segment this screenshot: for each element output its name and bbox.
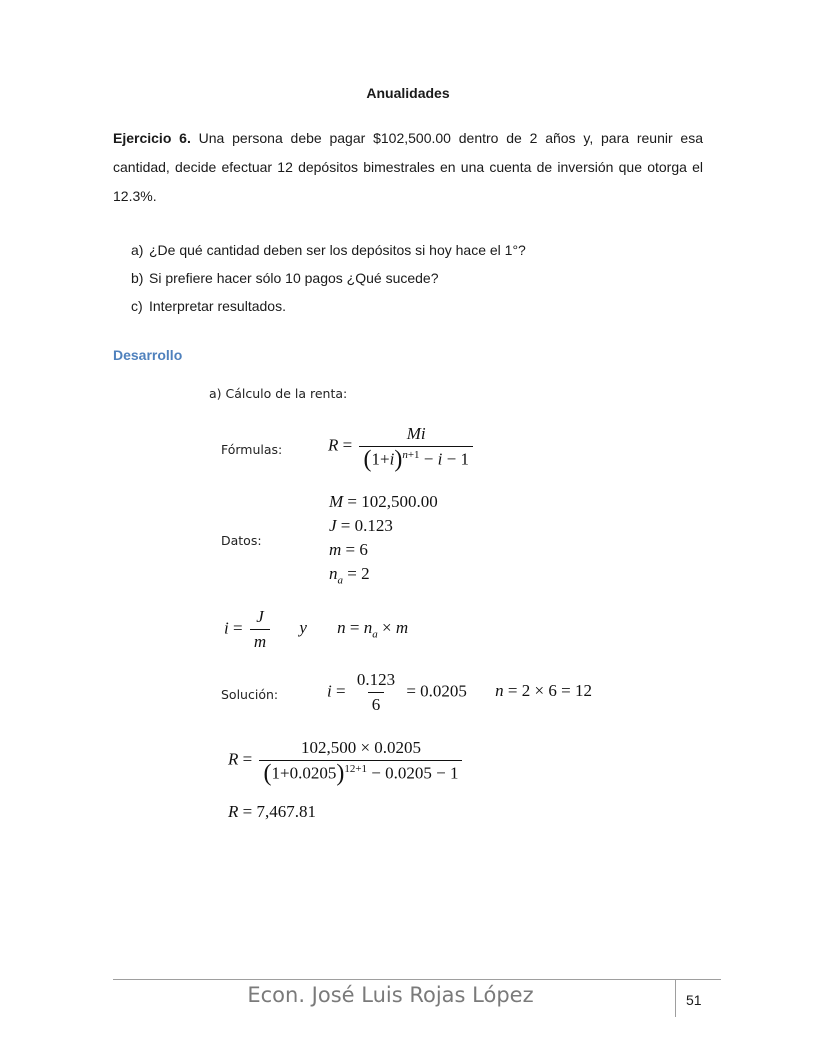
question-item (131, 236, 526, 264)
data-m: m = 6 (329, 540, 368, 559)
question-item (131, 292, 526, 320)
data-M-value: 102,500.00 (361, 492, 438, 511)
solution-subtitle: a) Cálculo de la renta: (209, 386, 348, 401)
i-definition: i = $\frac{J}{m}$ y $n = n_a \times m$ (224, 607, 409, 651)
exercise-paragraph (113, 124, 703, 211)
datos-label: Datos: (221, 533, 262, 548)
question-text: ¿De qué cantidad deben ser los depósitos si hoy hace el 1°? (149, 242, 526, 258)
exercise-label: Ejercicio 6. (113, 130, 191, 146)
data-m-value: 6 (359, 540, 368, 559)
footer-divider (113, 979, 721, 980)
i-calculation: i = $\frac{0.123}{6}$ = 0.0205 n = 2 × 6 = 12 (327, 670, 592, 714)
question-text: Interpretar resultados. (149, 298, 286, 314)
rent-result: R = 7,467.81 (228, 802, 316, 821)
data-M: M = 102,500.00 (329, 492, 438, 511)
rent-calculation: R = $\frac{102,500 \times 0.0205}{(1+0.0205)^{12+1} - 0.0205 - 1}$ (228, 738, 465, 784)
footer-author: Econ. José Luis Rojas López (247, 983, 534, 1007)
footer-vertical-divider (675, 979, 676, 1017)
n-value: 12 (574, 681, 592, 701)
exercise-text: Una persona debe pagar $102,500.00 dentro de 2 años y, para reunir esa cantidad, decide efectuar 12 depósitos bimestrales en una cuenta de inversión que otorga el 12.3%. (113, 130, 704, 204)
question-marker: b) (131, 270, 144, 286)
rent-result-value: 7,467.81 (256, 802, 316, 821)
questions-list (131, 236, 526, 320)
question-item (131, 264, 526, 292)
rent-formula: R = $\frac{Mi}{(1+i)^{n+1} - i - 1}$ (328, 424, 476, 470)
i-value: 0.0205 (420, 681, 467, 701)
page-title: Anualidades (366, 85, 450, 101)
solucion-label: Solución: (221, 687, 279, 702)
data-na: $n_a = 2$ (329, 564, 370, 587)
formulas-label: Fórmulas: (221, 442, 283, 457)
question-marker: c) (131, 298, 143, 314)
question-marker: a) (131, 242, 144, 258)
data-J: J = 0.123 (329, 516, 393, 535)
section-heading: Desarrollo (113, 347, 183, 363)
data-na-value: 2 (361, 564, 370, 583)
page-number: 51 (686, 992, 702, 1008)
question-text: Si prefiere hacer sólo 10 pagos ¿Qué sucede? (149, 270, 439, 286)
data-J-value: 0.123 (354, 516, 393, 535)
